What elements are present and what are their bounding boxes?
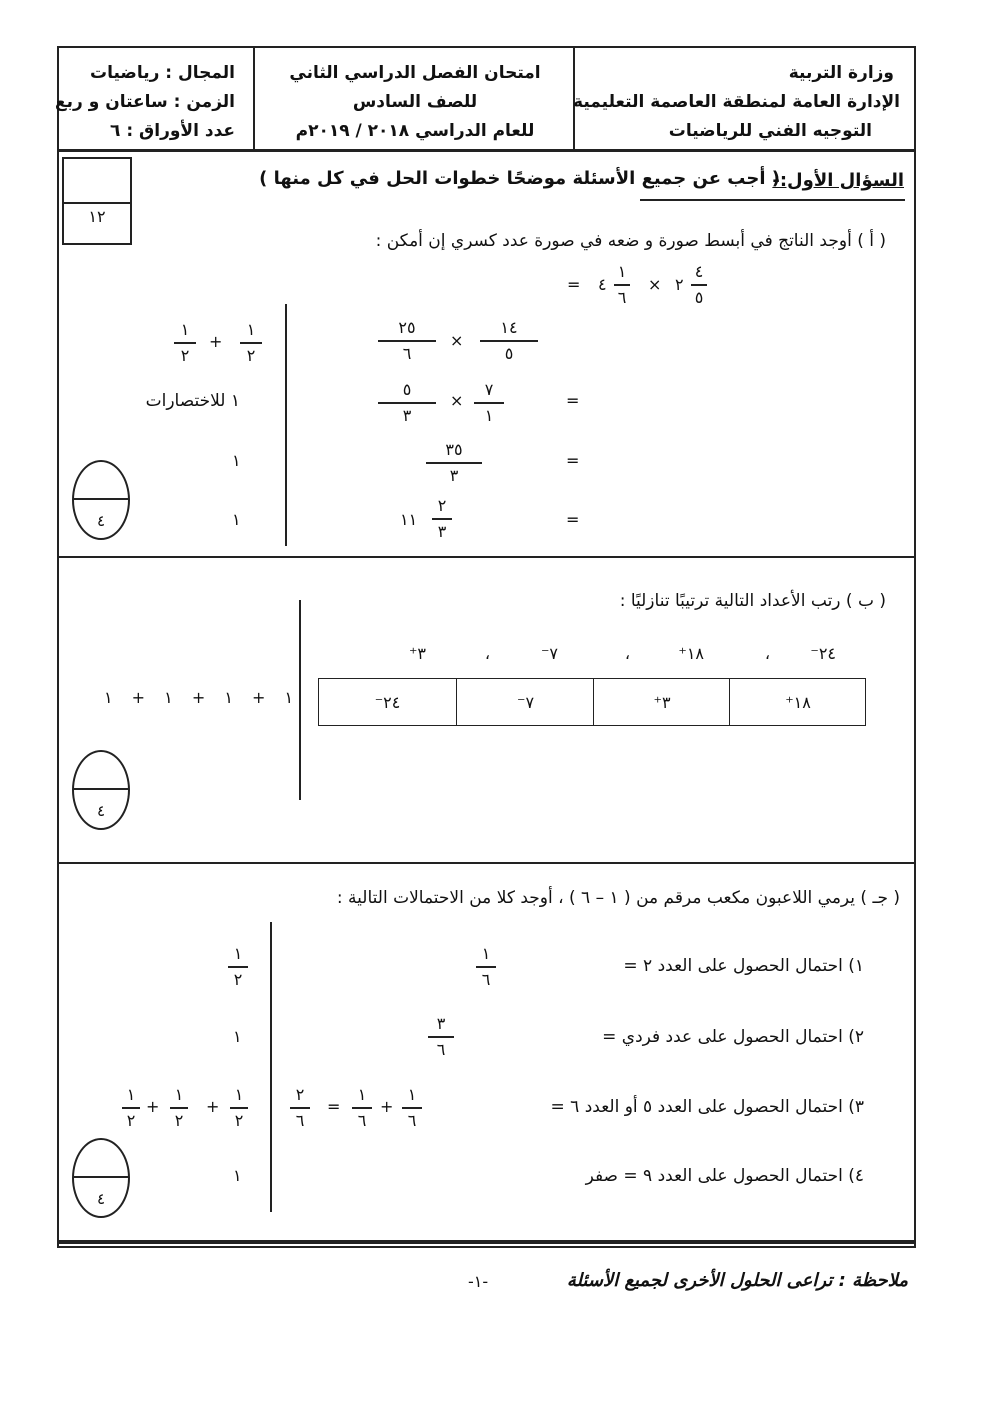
c-mark-4: ١ [233,1166,242,1185]
prob-q2-frac: ٣ ٦ [428,1014,454,1060]
step1-frac-a: ١٤ ٥ [480,318,538,364]
header-col-divider-left [253,46,255,150]
academic-year: للعام الدراسي ٢٠١٨ / ٢٠١٩م [295,121,535,141]
total-mark: ١٢ [88,207,106,226]
title-underline [640,199,905,201]
exam-title: امتحان الفصل الدراسي الثاني [289,63,541,83]
number-4: ٣⁺ [408,644,426,663]
part-a-prompt: ( أ ) أوجد الناتج في أبسط صورة و ضعه في صورة عدد كسري إن أمكن : [375,231,886,251]
expr-whole-1: ٢ [675,275,684,294]
prob-q3-frac-c: ٢ ٦ [290,1085,310,1131]
step4-equals: = [566,510,580,529]
sep-2: ، [624,644,630,663]
c-mark-plus-1: + [146,1097,160,1116]
step3-equals: = [566,451,580,470]
expr-equals: = [567,275,581,294]
step2-equals: = [566,391,580,410]
answer-cell-1: ١٨⁺ [729,679,866,725]
number-2: ١٨⁺ [678,644,704,663]
mark-simplify: ١ للاختصارات [145,391,240,411]
expr-frac-2: ١ ٦ [614,262,630,308]
bottom-rule [57,1240,914,1244]
step1-frac-b: ٢٥ ٦ [378,318,436,364]
section-divider-ab [57,556,914,558]
part-c-score-oval: ٤ [72,1138,130,1218]
ministry-name: وزارة التربية [788,63,894,83]
mark-step4: ١ [232,510,241,529]
step2-times: × [450,391,464,410]
prob-q3-frac-a: ١ ٦ [402,1085,422,1131]
district-name: الإدارة العامة لمنطقة العاصمة التعليمية [573,92,900,112]
prob-q3-text: ٣) احتمال الحصول على العدد ٥ أو العدد ٦ = [550,1097,864,1117]
part-b-marks: ١ + ١ + ١ + ١ [104,688,294,707]
expr-frac-1: ٤ ٥ [691,262,707,308]
answer-table [318,678,866,726]
prob-q3-frac-b: ١ ٦ [352,1085,372,1131]
part-a-divider [285,304,287,546]
answer-cell-2: ٣⁺ [593,679,730,725]
question-instruction: ( أجب عن جميع الأسئلة موضحًا خطوات الحل في كل منها ) [259,168,780,189]
answer-cell-3: ٧⁻ [456,679,594,725]
number-3: ٧⁻ [540,644,558,663]
step2-frac-a: ٧ ١ [474,380,504,426]
part-b-divider [299,600,301,800]
c-mark-plus-2: + [206,1097,220,1116]
subject-field: المجال : رياضيات [89,63,235,83]
time-field: الزمن : ساعتان و ربع [55,92,235,112]
part-c-prompt: ( جـ ) يرمي اللاعبون مكعب مرقم من ( ١ – ٦ ) ، أوجد كلا من الاحتمالات التالية : [336,888,900,908]
c-mark-3c: ١ ٢ [230,1085,248,1131]
part-b-score-oval: ٤ [72,750,130,830]
sep-3: ، [484,644,490,663]
c-mark-1: ١ ٢ [228,944,248,990]
mark-frac-2: ١ ٢ [240,320,262,366]
part-b-prompt: ( ب ) رتب الأعداد التالية ترتيبًا تنازليًا : [619,591,886,611]
prob-q3-equals: = [327,1097,341,1116]
number-1: ٢٤⁻ [810,644,836,663]
expr-times: × [648,275,662,294]
page-number: -١- [468,1272,489,1291]
step3-frac: ٣٥ ٣ [426,440,482,486]
header-right [789,58,894,88]
answer-cell-4: ٢٤⁻ [374,692,401,712]
expr-whole-2: ٤ [598,275,607,294]
mark-plus: + [209,332,223,351]
prob-q2-text: ٢) احتمال الحصول على عدد فردي = [602,1027,864,1047]
section-divider-bc [57,862,914,864]
part-a-score-oval: ٤ [72,460,130,540]
c-mark-2: ١ [233,1027,242,1046]
c-mark-3b: ١ ٢ [170,1085,188,1131]
part-c-divider [270,922,272,1212]
mark-frac-1: ١ ٢ [174,320,196,366]
step1-times: × [450,331,464,350]
step2-frac-b: ٥ ٣ [378,380,436,426]
c-mark-3a: ١ ٢ [122,1085,140,1131]
prob-q1-text: ١) احتمال الحصول على العدد ٢ = [623,956,864,976]
prob-q1-frac: ١ ٦ [476,944,496,990]
question-title: السؤال الأول:- [772,170,904,191]
pages-field: عدد الأوراق : ٦ [110,121,235,141]
department-name: التوجيه الفني للرياضيات [668,121,872,141]
sep-1: ، [764,644,770,663]
footer-note: ملاحظة : تراعى الحلول الأخرى لجميع الأسئلة [566,1270,908,1291]
header-divider [57,149,914,152]
prob-q3-plus: + [380,1097,394,1116]
grade-title: للصف السادس [352,92,478,112]
total-mark-box [62,157,132,245]
prob-q4-text: ٤) احتمال الحصول على العدد ٩ = صفر [585,1166,864,1186]
step4-whole: ١١ [400,510,418,529]
mark-step3: ١ [232,451,241,470]
step4-frac: ٢ ٣ [432,496,452,542]
